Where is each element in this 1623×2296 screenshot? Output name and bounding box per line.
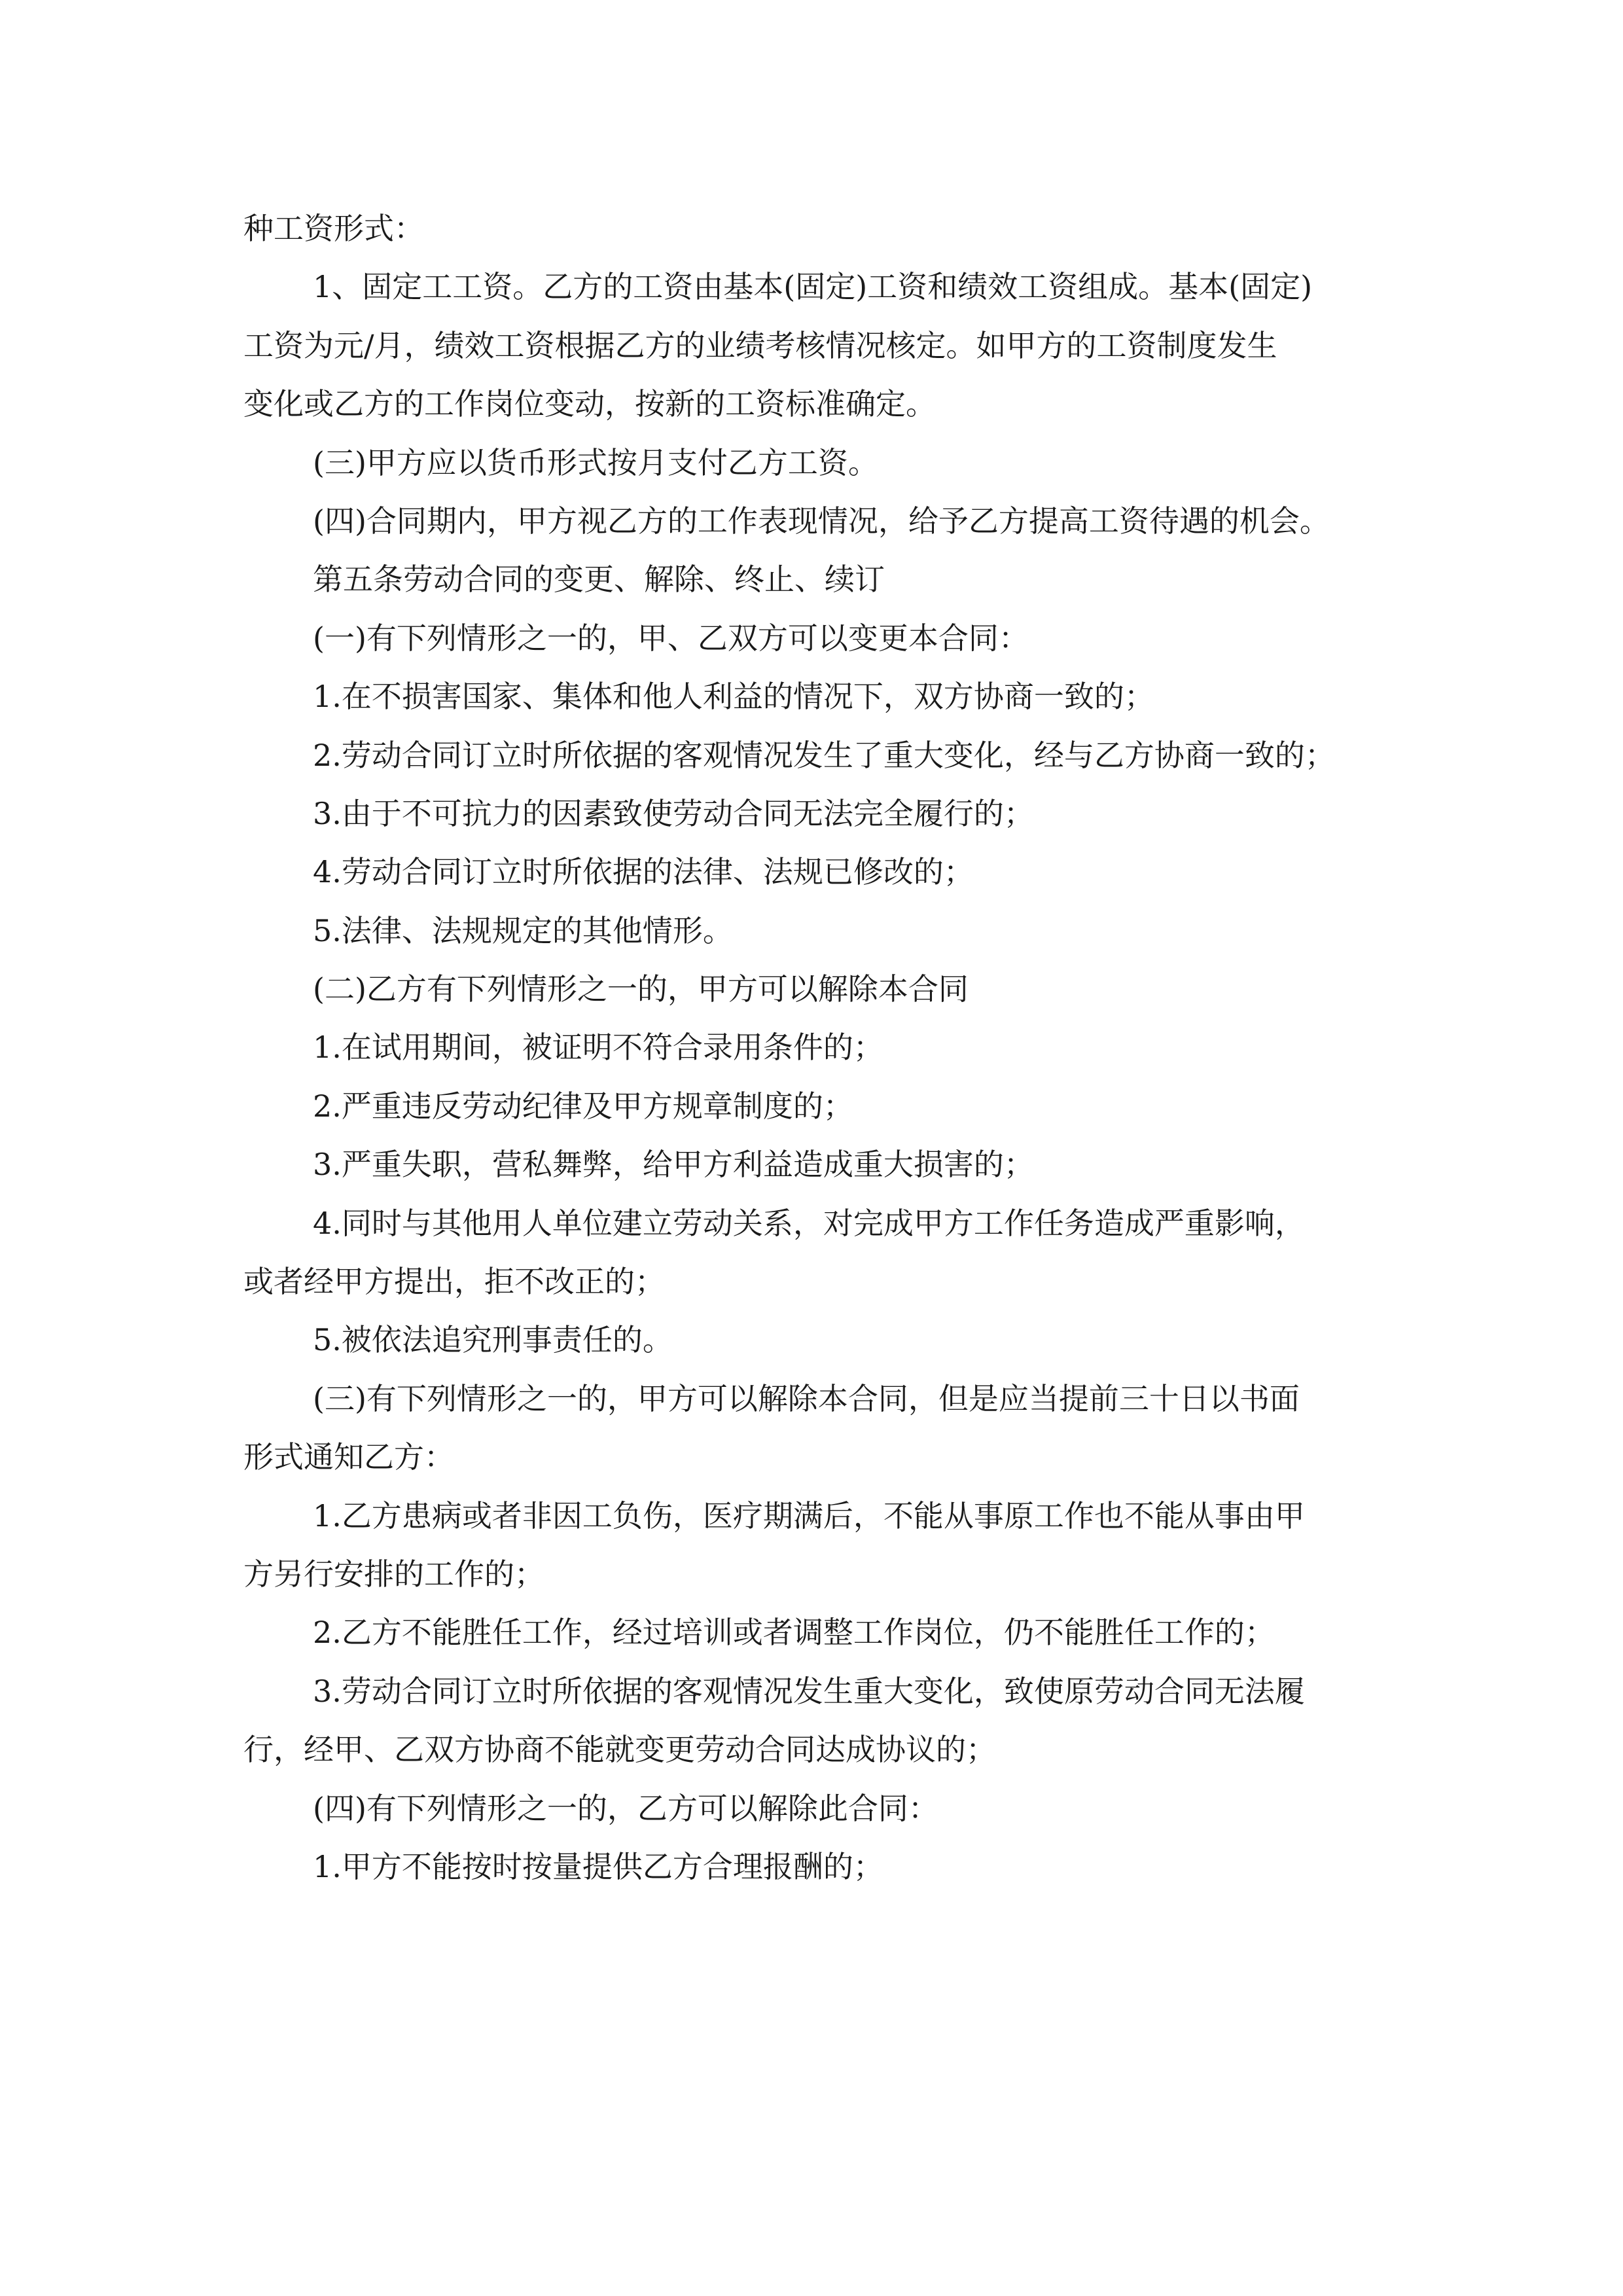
text-line: (四)有下列情形之一的，乙方可以解除此合同： — [313, 1790, 938, 1826]
text-line: 1.乙方患病或者非因工负伤，医疗期满后，不能从事原工作也不能从事由甲 — [313, 1498, 1305, 1534]
text-line: 1.在试用期间，被证明不符合录用条件的； — [313, 1030, 883, 1066]
section-heading: 第五条劳动合同的变更、解除、终止、续订 — [313, 562, 885, 598]
text-line: 或者经甲方提出，拒不改正的； — [243, 1264, 665, 1300]
text-line: 2.乙方不能胜任工作，经过培训或者调整工作岗位，仍不能胜任工作的； — [313, 1615, 1275, 1651]
text-line: 2.劳动合同订立时所依据的客观情况发生了重大变化，经与乙方协商一致的； — [313, 737, 1335, 773]
text-line: 3.严重失职，营私舞弊，给甲方利益造成重大损害的； — [313, 1147, 1034, 1183]
text-line: (二)乙方有下列情形之一的，甲方可以解除本合同 — [313, 971, 969, 1007]
text-line: (一)有下列情形之一的，甲、乙双方可以变更本合同： — [313, 620, 1029, 656]
text-line: 变化或乙方的工作岗位变动，按新的工资标准确定。 — [243, 386, 936, 422]
text-line: 行，经甲、乙双方协商不能就变更劳动合同达成协议的； — [243, 1732, 996, 1768]
text-line: 形式通知乙方： — [243, 1439, 454, 1475]
text-line: 1、固定工工资。乙方的工资由基本(固定)工资和绩效工资组成。基本(固定) — [313, 269, 1313, 305]
text-line: 3.劳动合同订立时所依据的客观情况发生重大变化，致使原劳动合同无法履 — [313, 1673, 1305, 1709]
text-line: 4.劳动合同订立时所依据的法律、法规已修改的； — [313, 854, 974, 890]
text-line: 3.由于不可抗力的因素致使劳动合同无法完全履行的； — [313, 795, 1034, 831]
text-line: 1.在不损害国家、集体和他人利益的情况下，双方协商一致的； — [313, 679, 1154, 715]
text-line: 方另行安排的工作的； — [243, 1556, 544, 1592]
text-line: 5.法律、法规规定的其他情形。 — [313, 912, 733, 948]
text-line: 种工资形式： — [243, 211, 424, 246]
text-line: 2.严重违反劳动纪律及甲方规章制度的； — [313, 1088, 853, 1124]
text-line: (三)甲方应以货币形式按月支付乙方工资。 — [313, 444, 878, 480]
text-line: 工资为元/月，绩效工资根据乙方的业绩考核情况核定。如甲方的工资制度发生 — [243, 327, 1277, 363]
text-line: 5.被依法追究刑事责任的。 — [313, 1322, 673, 1358]
contract-body — [243, 200, 1382, 1896]
text-line: 1.甲方不能按时按量提供乙方合理报酬的； — [313, 1848, 883, 1884]
text-line: 4.同时与其他用人单位建立劳动关系，对完成甲方工作任务造成严重影响， — [313, 1205, 1305, 1241]
text-line: (四)合同期内，甲方视乙方的工作表现情况，给予乙方提高工资待遇的机会。 — [313, 503, 1330, 539]
text-line: (三)有下列情形之一的，甲方可以解除本合同，但是应当提前三十日以书面 — [313, 1380, 1300, 1416]
